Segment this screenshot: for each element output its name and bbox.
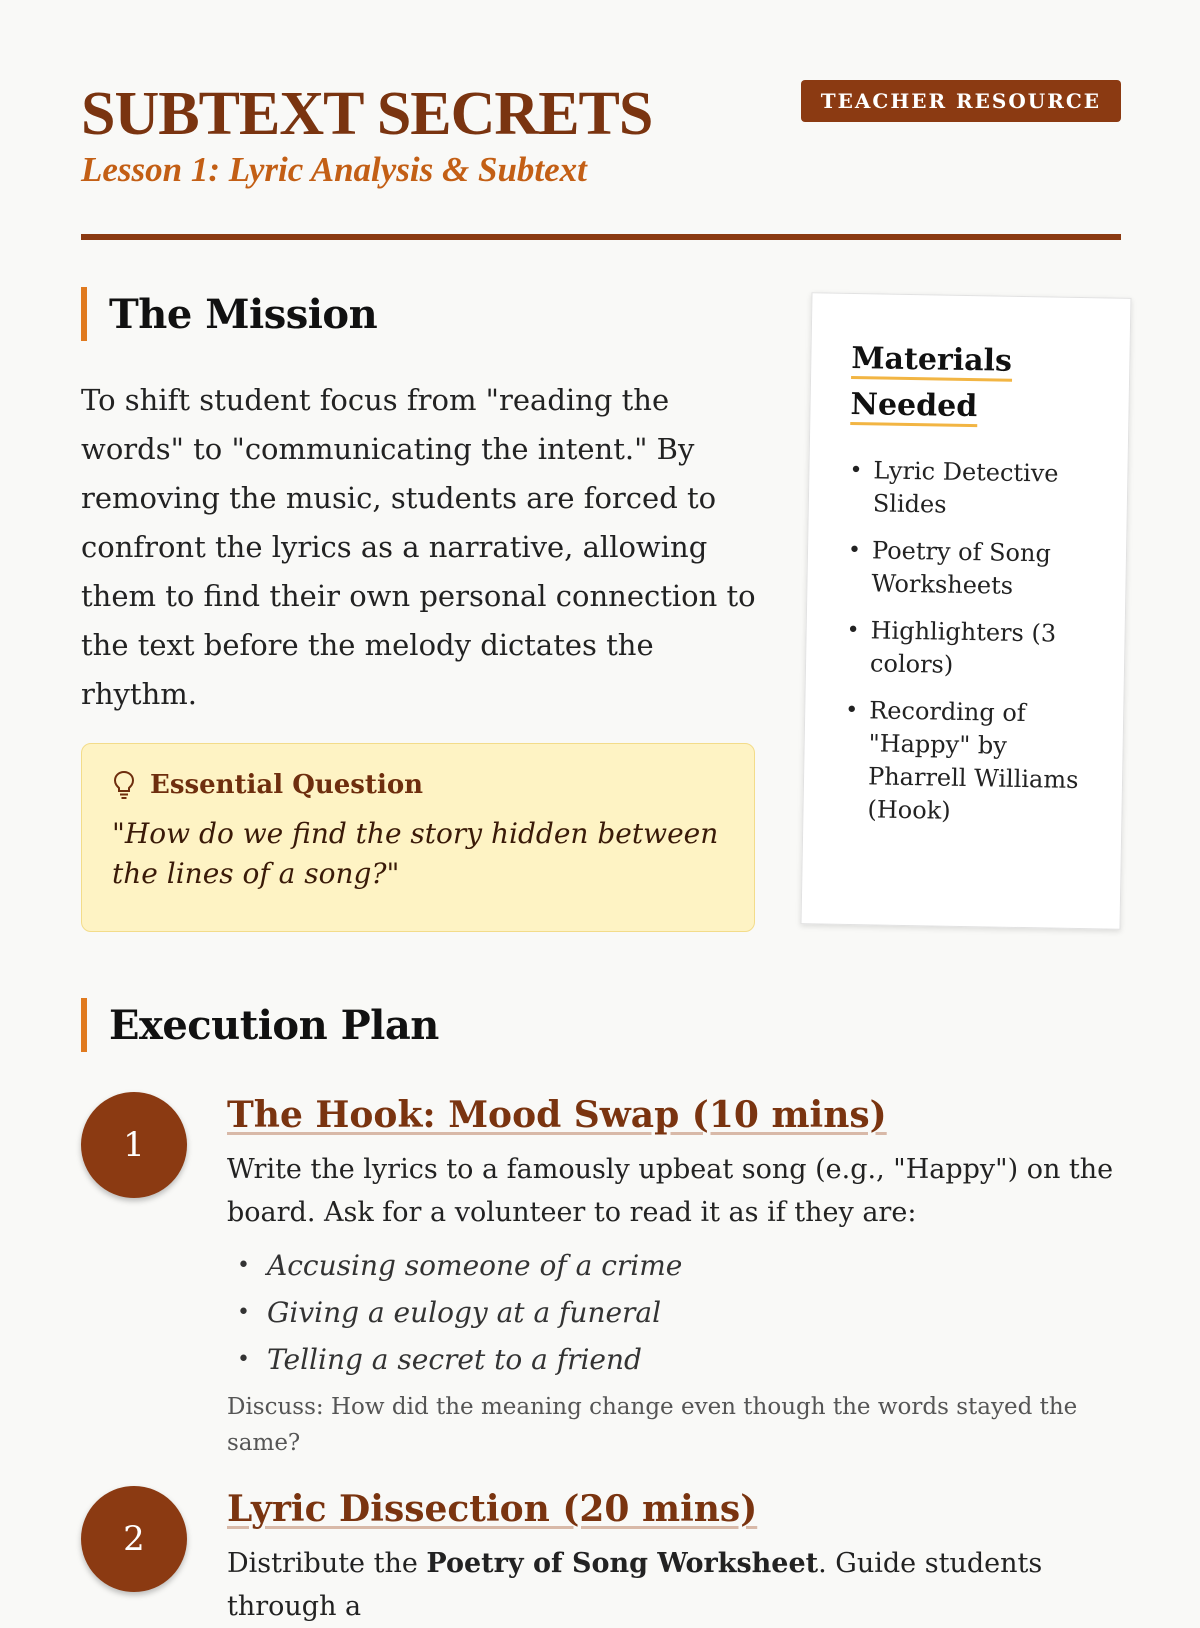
mission-heading: The Mission xyxy=(109,290,378,338)
materials-item: • Recording of "Happy" by Pharrell Williams (Hook) xyxy=(843,694,1083,830)
worksheet-name: Poetry of Song Worksheet xyxy=(426,1548,819,1579)
step-content xyxy=(227,1486,1127,1628)
materials-heading-text: Materials Needed xyxy=(850,341,1012,427)
materials-card xyxy=(801,292,1132,929)
lightbulb-icon xyxy=(112,770,136,800)
lesson-subtitle: Lesson 1: Lyric Analysis & Subtext xyxy=(81,150,587,189)
mission-paragraph: To shift student focus from "reading the words" to "communicating the intent." By removing the music, students are forced to confront the lyrics as a narrative, allowing them to find their own personal connection to the text before the melody dictates the rhythm. xyxy=(81,383,756,711)
page-header xyxy=(81,78,1121,190)
essential-question-header xyxy=(112,770,724,800)
section-accent-bar xyxy=(81,287,87,341)
essential-question-quote: "How do we find the story hidden between the lines of a song?" xyxy=(112,817,719,890)
step-bullet: • Giving a eulogy at a funeral xyxy=(227,1289,1127,1336)
step-bullet-list xyxy=(227,1242,1127,1383)
step-title: The Hook: Mood Swap (10 mins) xyxy=(227,1094,887,1136)
step-title: Lyric Dissection (20 mins) xyxy=(227,1488,758,1530)
step-number-badge: 1 xyxy=(81,1092,187,1198)
step-text-before: Distribute the xyxy=(227,1548,427,1579)
execution-step-1 xyxy=(81,1092,1141,1456)
materials-item: • Lyric Detective Slides xyxy=(849,454,1088,524)
step-number-badge: 2 xyxy=(81,1486,187,1592)
execution-step-2 xyxy=(81,1486,1141,1622)
step-bullet: • Telling a secret to a friend xyxy=(227,1336,1127,1383)
step-description: Write the lyrics to a famously upbeat song (e.g., "Happy") on the board. Ask for a volunteer to read it as if they are: xyxy=(227,1154,1114,1228)
essential-question-callout xyxy=(81,743,755,932)
materials-item: • Poetry of Song Worksheets xyxy=(847,534,1086,604)
step-bullet: • Accusing someone of a crime xyxy=(227,1242,1127,1289)
execution-section-heading xyxy=(81,998,439,1052)
materials-list xyxy=(843,454,1087,830)
step-discussion-prompt: Discuss: How did the meaning change even though the words stayed the same? xyxy=(227,1394,1078,1456)
essential-question-title: Essential Question xyxy=(150,770,424,800)
step-content xyxy=(227,1092,1127,1461)
header-divider xyxy=(81,234,1121,240)
section-accent-bar xyxy=(81,998,87,1052)
step-text-after: . Guide students through a xyxy=(227,1548,1043,1622)
page-title: SUBTEXT SECRETS xyxy=(81,80,653,148)
mission-section-heading xyxy=(81,287,377,341)
materials-item: • Highlighters (3 colors) xyxy=(846,614,1085,684)
materials-heading xyxy=(850,336,1090,432)
execution-heading: Execution Plan xyxy=(109,1001,439,1049)
step-description xyxy=(227,1542,1127,1628)
teacher-resource-badge: TEACHER RESOURCE xyxy=(801,80,1121,122)
